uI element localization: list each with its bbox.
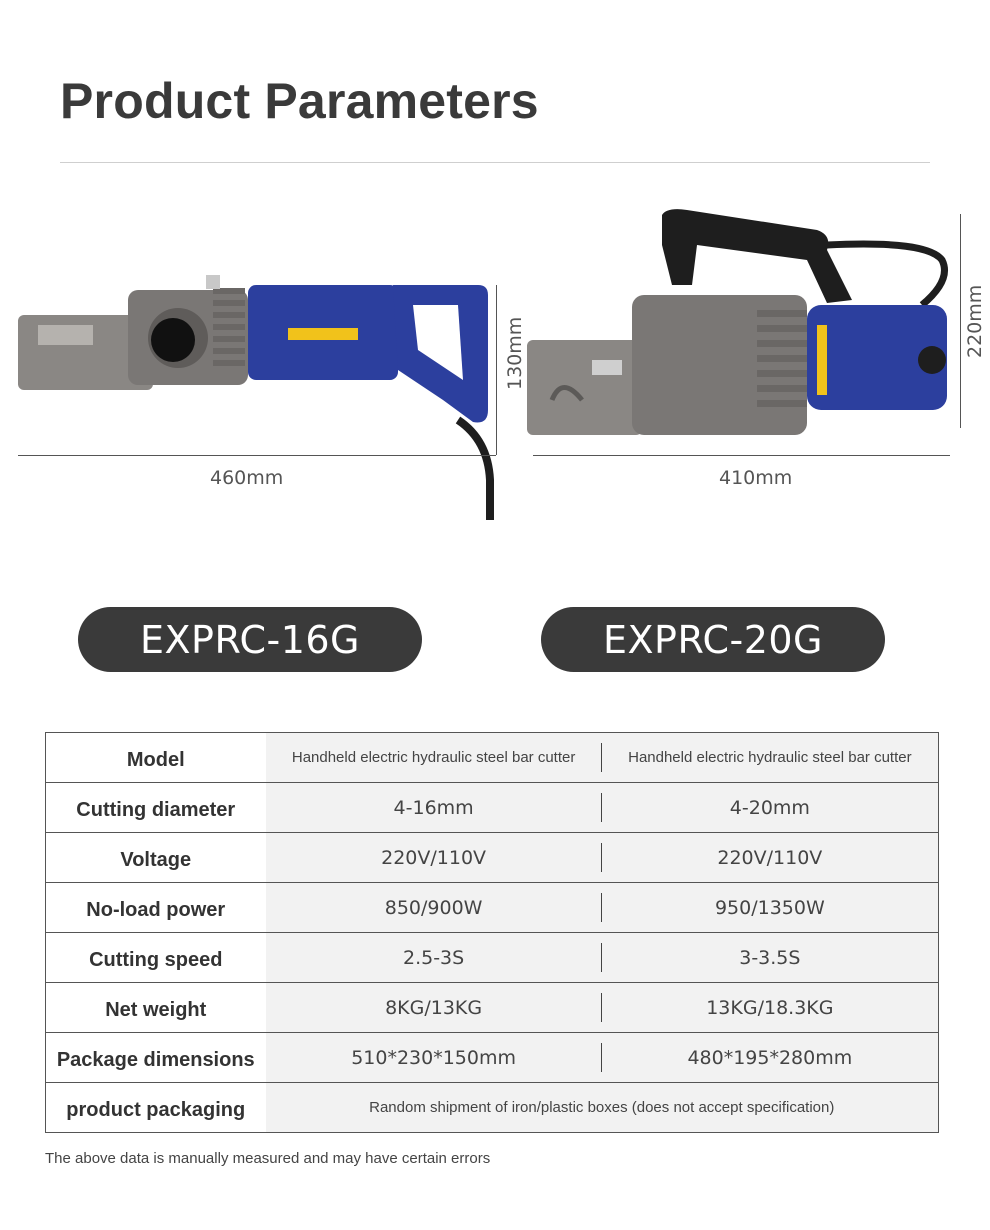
length-label-2: 410mm [719,467,793,489]
table-row [46,1083,939,1133]
table-row [46,833,939,883]
row-label: product packaging [46,1083,266,1133]
height-label-2: 220mm [964,284,986,358]
table-row [46,783,939,833]
row-label: Cutting diameter [46,783,266,833]
row-value-16g: 220V/110V [266,833,602,883]
row-value-16g: 8KG/13KG [266,983,602,1033]
row-value-16g: 850/900W [266,883,602,933]
row-value-16g: 510*230*150mm [266,1033,602,1083]
row-value-16g: 2.5-3S [266,933,602,983]
row-value-20g: 13KG/18.3KG [602,983,939,1033]
table-row [46,1033,939,1083]
model-badge-exprc-20g: EXPRC-20G [541,607,885,672]
row-label: No-load power [46,883,266,933]
row-value-20g: 480*195*280mm [602,1033,939,1083]
page-title: Product Parameters [60,73,539,129]
row-value-16g: Handheld electric hydraulic steel bar cutter [266,733,602,783]
row-value-20g: 4-20mm [602,783,939,833]
table-row [46,983,939,1033]
row-value-20g: 220V/110V [602,833,939,883]
row-label: Cutting speed [46,933,266,983]
table-row [46,883,939,933]
table-row [46,933,939,983]
product-image-exprc-20g [527,205,957,445]
height-dimension-line-1 [496,285,497,455]
height-dimension-line-2 [960,214,961,428]
row-value-16g: 4-16mm [266,783,602,833]
length-dimension-line-2 [533,455,950,456]
footnote: The above data is manually measured and may have certain errors [45,1150,491,1167]
row-label: Package dimensions [46,1033,266,1083]
specification-table [45,732,939,1133]
table-row [46,733,939,783]
row-label: Voltage [46,833,266,883]
row-label: Net weight [46,983,266,1033]
row-value-20g: Handheld electric hydraulic steel bar cutter [602,733,939,783]
length-dimension-line-1 [18,455,496,456]
model-badge-exprc-16g: EXPRC-16G [78,607,422,672]
length-label-1: 460mm [210,467,284,489]
row-value-merged: Random shipment of iron/plastic boxes (does not accept specification) [266,1083,939,1133]
row-value-20g: 3-3.5S [602,933,939,983]
row-label: Model [46,733,266,783]
row-value-20g: 950/1350W [602,883,939,933]
height-label-1: 130mm [504,316,526,390]
title-divider [60,162,930,163]
